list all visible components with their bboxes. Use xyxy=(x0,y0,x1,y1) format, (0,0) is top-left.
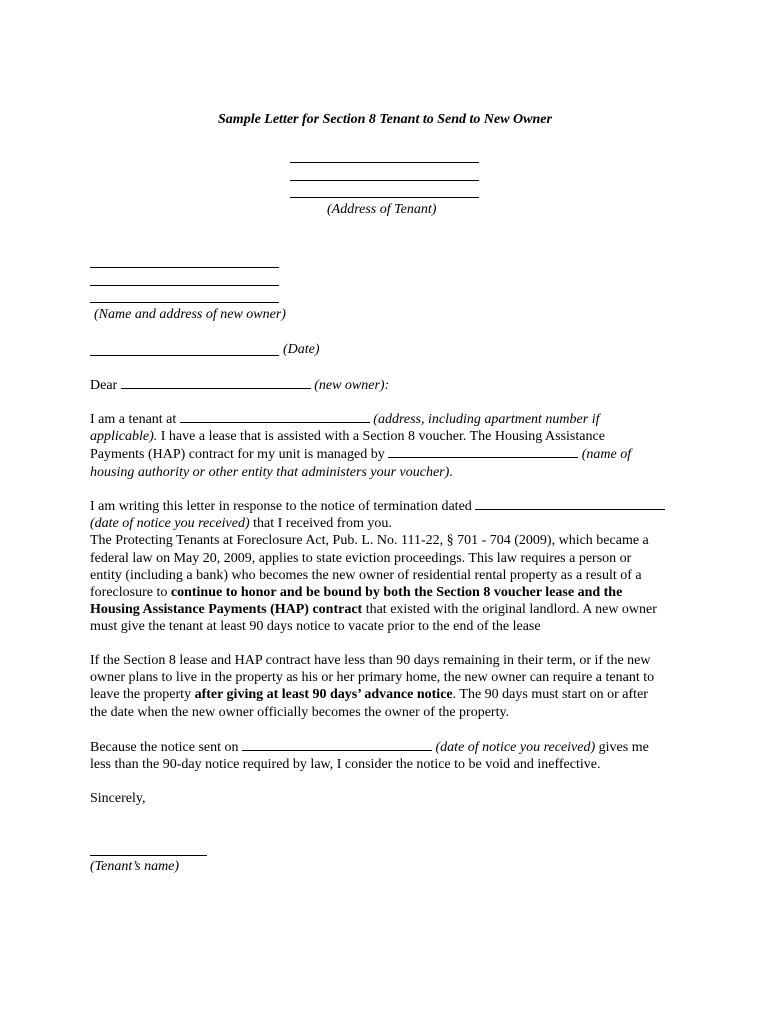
para1-text: I have a lease that is assisted with a Section 8 voucher. The Housing Assistance xyxy=(157,429,605,445)
para1-hint: applicable). xyxy=(90,429,158,445)
para2-line-3: The Protecting Tenants at Foreclosure Act, Pub. L. No. 111-22, § 701 - 704 (2009), which became a xyxy=(90,533,649,549)
letter-title: Sample Letter for Section 8 Tenant to Send to New Owner xyxy=(218,112,552,127)
para1-line-2 xyxy=(90,428,690,445)
para2-line-1 xyxy=(90,497,690,515)
para3-bold: after giving at least 90 days’ advance notice xyxy=(194,687,453,703)
tenant-address-label: (Address of Tenant) xyxy=(327,202,437,217)
tenant-address-line-2 xyxy=(290,180,479,181)
para3-line-4: the date when the new owner officially becomes the owner of the property. xyxy=(90,704,510,720)
para2-line-2 xyxy=(90,515,690,532)
tenant-address-blank xyxy=(180,410,370,423)
para2-line-6 xyxy=(90,584,690,601)
para2-text: that existed with the original landlord. A new owner xyxy=(362,602,657,618)
owner-address-line-3 xyxy=(90,302,279,303)
signature-line xyxy=(90,855,207,856)
para2-line-7 xyxy=(90,601,690,618)
closing: Sincerely, xyxy=(90,791,146,806)
para4-text: Because the notice sent on xyxy=(90,740,239,755)
para1-line-4 xyxy=(90,464,690,481)
owner-label: (Name and address of new owner) xyxy=(94,307,286,322)
tenant-address-line-3 xyxy=(290,197,479,198)
para3-line-3 xyxy=(90,686,690,703)
para4-line-1 xyxy=(90,738,690,756)
para2-line-5: entity (including a bank) who becomes the new owner of residential rental property as a result of a xyxy=(90,567,642,583)
salutation xyxy=(90,376,389,394)
para1-hint: (name of xyxy=(581,447,632,463)
paragraph-termination-notice xyxy=(90,497,690,636)
para1-text: Payments (HAP) contract for my unit is managed by xyxy=(90,447,385,463)
tenant-address-line-1 xyxy=(290,162,479,163)
date-line xyxy=(90,355,279,356)
salutation-new-owner: (new owner): xyxy=(314,378,390,393)
para2-text: foreclosure to xyxy=(90,585,171,601)
para1-line-3 xyxy=(90,445,690,463)
para3-text: . The 90 days must start on or after xyxy=(452,687,648,703)
housing-authority-blank xyxy=(388,445,578,458)
para4-text: gives me xyxy=(595,740,649,755)
paragraph-90-days xyxy=(90,652,690,721)
para2-line-8: must give the tenant at least 90 days notice to vacate prior to the end of the lease xyxy=(90,619,541,635)
paragraph-void-notice xyxy=(90,738,690,773)
para2-bold: Housing Assistance Payments (HAP) contract xyxy=(90,602,363,618)
para3-line-1: If the Section 8 lease and HAP contract have less than 90 days remaining in their term, or if the new xyxy=(90,653,651,668)
new-owner-blank xyxy=(121,376,311,389)
paragraph-tenant-intro xyxy=(90,410,690,481)
para1-hint: housing authority or other entity that administers your voucher) xyxy=(90,464,450,480)
salutation-dear: Dear xyxy=(90,378,118,393)
para1-line-1 xyxy=(90,410,690,428)
notice-sent-date-blank xyxy=(242,738,432,751)
para3-text: leave the property xyxy=(90,687,195,703)
para1-text: . xyxy=(449,464,453,480)
para4-line-2: less than the 90-day notice required by law, I consider the notice to be void and ineffective. xyxy=(90,757,601,773)
para1-text: I am a tenant at xyxy=(90,412,177,427)
date-label: (Date) xyxy=(283,342,320,357)
para3-line-2: owner plans to live in the property as his or her primary home, the new owner can require a tenant to xyxy=(90,670,655,686)
tenant-name-label: (Tenant’s name) xyxy=(90,859,180,874)
owner-address-line-1 xyxy=(90,267,279,268)
para2-line-4: federal law on May 20, 2009, applies to state eviction proceedings. This law requires a person or xyxy=(90,550,632,566)
para4-hint: (date of notice you received) xyxy=(435,740,596,755)
para2-text: I am writing this letter in response to the notice of termination dated xyxy=(90,499,472,514)
notice-date-blank xyxy=(475,497,665,510)
para2-hint: (date of notice you received) xyxy=(90,516,250,532)
para1-hint: (address, including apartment number if xyxy=(373,412,600,427)
para2-text: that I received from you. xyxy=(249,516,392,532)
para2-bold: continue to honor and be bound by both the Section 8 voucher lease and the xyxy=(170,585,623,601)
owner-address-line-2 xyxy=(90,285,279,286)
